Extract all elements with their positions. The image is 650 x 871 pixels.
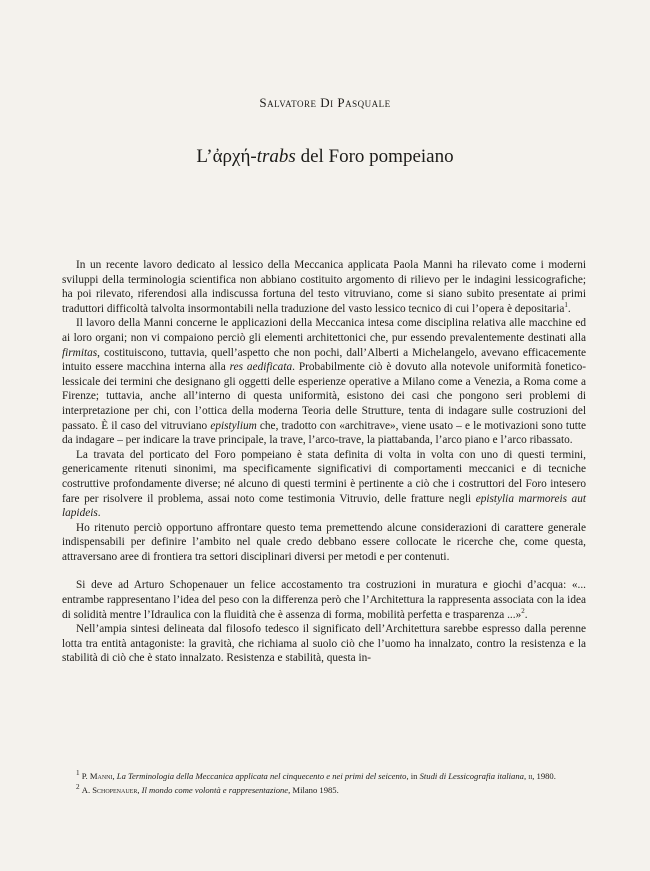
footnote-1-end: , 1980. <box>532 770 556 781</box>
paragraph-1-text: In un recente lavoro dedicato al lessico della Meccanica applicata Paola Manni ha rilevato come i moderni sviluppi della terminologia scientifica non abbiano costituito argomento di rilievo per le indagini lessicografiche; ha poi rilevato, riferendosi alla indiscussa fortuna del testo vitruviano, come si siano subito presentate ai primi traduttori difficoltà talvolta insormontabili nella traduzione del vasto lessico tecnico di cui l’opera è depositaria <box>62 259 586 315</box>
paragraph-1 <box>62 258 586 316</box>
paragraph-2-text-g: che, tradotto con «architrave», viene usato – e le motivazioni sono tutte da indagare – per indicare la trave principale, la trave, l’arco-trave, la piattabanda, l’arco piano e l’arco ribassato. <box>62 419 587 447</box>
footnote-1-mid: , in <box>406 770 420 781</box>
term-firmitas: firmitas <box>62 346 98 359</box>
paragraph-2-text-a: Il lavoro della Manni concerne le applicazioni della Meccanica intesa come disciplina relativa alle macchine ed ai loro organi; non vi compaiono perciò gli elementi architettonici che, pur essendo prevalentemente destinati alla <box>62 317 586 344</box>
footnote-1-volume: , ii <box>523 770 533 781</box>
paragraph-4: Ho ritenuto perciò opportuno affrontare questo tema premettendo alcune considerazioni di carattere generale indispensabili per definire l’ambito nel quale credo debbano essere collocate le ricerche che, come questa, attraversano aree di frontiera tra settori disciplinari diversi per metodi e per contenuti. <box>62 521 586 563</box>
paragraph-2-text-c: , costituiscono, tuttavia, quell’aspetto che non pochi, dall’Alberti a Michelangelo, avevano efficacemente intuito essere macchina interna alla <box>62 346 586 374</box>
paragraph-5 <box>62 578 586 622</box>
title-greek: L’ἀρχή <box>196 146 251 167</box>
paragraph-3-text-c: . <box>97 507 101 520</box>
paragraph-3 <box>62 448 586 521</box>
paragraph-2 <box>62 316 586 447</box>
footnote-1-author: P. Manni <box>81 770 113 781</box>
paragraph-2-text-e: . Probabilmente ciò è dovuto alla notevole uniformità fonetico-lessicale dei termini che designano gli oggetti delle esperienze operative a Milano come a Venezia, a Roma come a Firenze; tuttavia, anche all’interno di questa uniformità, esistono dei casi che pongono seri problemi di interpretazione per chi, con l’ottica della moderna Teoria delle Strutture, tenta di indagare sulle costruzioni del passato. È il caso del vitruviano <box>62 361 586 432</box>
footnote-1-mark: 1 <box>76 769 80 777</box>
footnote-2-title: Il mondo come volontà e rappresentazione <box>141 785 289 796</box>
footnote-1: $^1$ P. Manni, La Terminologia della Meccanica applicata nel cinquecento e nei primi del seicento, in Studi di Lessicografia italiana, ii, 1980. <box>76 769 556 781</box>
paragraph-5-end: . <box>524 608 528 621</box>
paragraph-6: Nell’ampia sintesi delineata dal filosofo tedesco il significato dell’Architettura sarebbe espresso dalla perenne lotta tra entità antagoniste: la gravità, che richiama al suolo ciò che l’uomo ha innalzato, contro la resistenza e la stabilità di ciò che è stato innalzato. Resistenza e stabilità, questa in- <box>62 623 586 665</box>
footnote-ref-1: 1 <box>564 301 568 310</box>
title-rest: del Foro pompeiano <box>295 146 454 167</box>
footnote-2-author: A. Schopenauer <box>81 785 138 796</box>
term-epistylium: epistylium <box>210 419 257 432</box>
footnote-1-journal: Studi di Lessicografia italiana <box>419 770 524 781</box>
term-res-aedificata: res aedificata <box>229 361 293 374</box>
paragraph-1-end: . <box>567 302 571 315</box>
footnote-1-title: La Terminologia della Meccanica applicata nel cinquecento e nei primi del seicento <box>116 770 407 781</box>
article-body <box>62 258 586 666</box>
paragraph-3-text-a: La travata del porticato del Foro pompeiano è stata definita di volta in volta con uno di questi termini, genericamente ritenuti sinonimi, ma specificamente significativi di comportamenti meccanici e di tecniche costruttive profondamente diverse; né alcuno di questi termini è pertinente a ciò che i costruttori del Foro intesero fare per risolvere il problema, assai noto come testimonia Vitruvio, delle fratture negli <box>62 448 586 505</box>
footnote-ref-2: 2 <box>521 606 525 615</box>
article-title <box>0 146 650 168</box>
footnote-2-mark: 2 <box>76 783 80 792</box>
footnote-2: $^2$ A. Schopenauer, Il mondo come volontà e rappresentazione, Milano 1985. <box>76 783 339 796</box>
footnotes <box>62 768 586 797</box>
author-name: Salvatore Di Pasquale <box>259 95 391 110</box>
term-epistylia: epistylia marmoreis aut lapideis <box>62 492 586 520</box>
title-latin: -trabs <box>250 146 296 167</box>
paragraph-5-text: Si deve ad Arturo Schopenauer un felice accostamento tra costruzioni in muratura e giochi d’acqua: «... entrambe rappresentano l’idea del peso con la differenza però che l’Architettura la rappresenta associata con la idea di solidità mentre l’Idraulica con la fluidità che è assenza di forma, mobilità perfetta e trasparenza ...» <box>62 579 586 621</box>
footnote-2-end: , Milano 1985. <box>288 785 339 796</box>
